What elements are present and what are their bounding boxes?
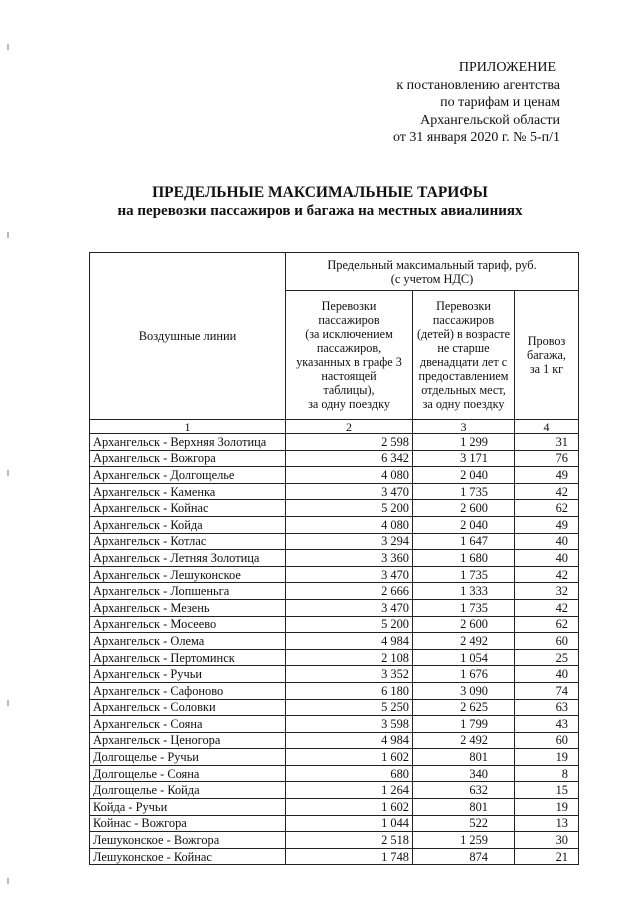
column-number: 2 — [286, 420, 413, 434]
scan-edge-mark — [7, 878, 9, 884]
child-fare-cell: 1 680 — [413, 550, 515, 567]
table-row — [90, 732, 579, 749]
route-cell: Архангельск - Лопшеньга — [90, 583, 286, 600]
appendix-block — [320, 59, 560, 147]
baggage-fare-cell: 19 — [515, 749, 579, 766]
table-row — [90, 682, 579, 699]
child-fare-cell: 801 — [413, 799, 515, 816]
child-fare-cell: 1 299 — [413, 434, 515, 451]
route-cell: Архангельск - Вожгора — [90, 450, 286, 467]
child-fare-cell: 1 799 — [413, 716, 515, 733]
child-fare-cell: 1 735 — [413, 599, 515, 616]
route-cell: Лешуконское - Вожгора — [90, 832, 286, 849]
adult-fare-cell: 3 470 — [286, 483, 413, 500]
route-cell: Архангельск - Мезень — [90, 599, 286, 616]
baggage-fare-cell: 40 — [515, 550, 579, 567]
table-row — [90, 716, 579, 733]
baggage-fare-cell: 40 — [515, 666, 579, 683]
adult-fare-cell: 3 470 — [286, 566, 413, 583]
table-row — [90, 782, 579, 799]
child-fare-cell: 3 090 — [413, 682, 515, 699]
baggage-fare-cell: 49 — [515, 467, 579, 484]
baggage-fare-cell: 62 — [515, 616, 579, 633]
route-cell: Архангельск - Ценогора — [90, 732, 286, 749]
adult-fare-cell: 5 250 — [286, 699, 413, 716]
baggage-fare-cell: 42 — [515, 599, 579, 616]
baggage-fare-cell: 62 — [515, 500, 579, 517]
adult-fare-cell: 1 044 — [286, 815, 413, 832]
route-cell: Лешуконское - Койнас — [90, 848, 286, 865]
scan-edge-mark — [7, 470, 9, 476]
route-cell: Долгощелье - Сояна — [90, 765, 286, 782]
route-cell: Архангельск - Мосеево — [90, 616, 286, 633]
child-fare-cell: 2 492 — [413, 732, 515, 749]
column-header-baggage: Провоз багажа, за 1 кг — [515, 291, 579, 420]
table-row — [90, 848, 579, 865]
child-fare-cell: 2 492 — [413, 633, 515, 650]
route-cell: Архангельск - Верхняя Золотица — [90, 434, 286, 451]
table-row — [90, 699, 579, 716]
route-cell: Архангельск - Койнас — [90, 500, 286, 517]
child-fare-cell: 801 — [413, 749, 515, 766]
route-cell: Архангельск - Пертоминск — [90, 649, 286, 666]
appendix-line: по тарифам и ценам — [440, 95, 560, 110]
adult-fare-cell: 2 518 — [286, 832, 413, 849]
baggage-fare-cell: 60 — [515, 732, 579, 749]
column-group-header-tariff: Предельный максимальный тариф, руб. (с учетом НДС) — [286, 253, 579, 291]
route-cell: Архангельск - Каменка — [90, 483, 286, 500]
table-row — [90, 815, 579, 832]
table-row — [90, 450, 579, 467]
column-header-passengers: Перевозки пассажиров (за исключением пассажиров, указанных в графе 3 настоящей таблицы), за одну поездку — [286, 291, 413, 420]
baggage-fare-cell: 8 — [515, 765, 579, 782]
adult-fare-cell: 1 264 — [286, 782, 413, 799]
adult-fare-cell: 3 470 — [286, 599, 413, 616]
route-cell: Архангельск - Сафоново — [90, 682, 286, 699]
child-fare-cell: 2 600 — [413, 500, 515, 517]
child-fare-cell: 632 — [413, 782, 515, 799]
table-row — [90, 467, 579, 484]
child-fare-cell: 1 676 — [413, 666, 515, 683]
adult-fare-cell: 4 080 — [286, 467, 413, 484]
baggage-fare-cell: 42 — [515, 566, 579, 583]
table-row — [90, 583, 579, 600]
table-row — [90, 550, 579, 567]
child-fare-cell: 340 — [413, 765, 515, 782]
tariff-table — [89, 252, 579, 865]
baggage-fare-cell: 60 — [515, 633, 579, 650]
baggage-fare-cell: 30 — [515, 832, 579, 849]
baggage-fare-cell: 19 — [515, 799, 579, 816]
table-row — [90, 649, 579, 666]
adult-fare-cell: 1 748 — [286, 848, 413, 865]
adult-fare-cell: 5 200 — [286, 616, 413, 633]
route-cell: Архангельск - Ручьи — [90, 666, 286, 683]
child-fare-cell: 3 171 — [413, 450, 515, 467]
child-fare-cell: 874 — [413, 848, 515, 865]
route-cell: Архангельск - Котлас — [90, 533, 286, 550]
table-row — [90, 566, 579, 583]
route-cell: Архангельск - Олема — [90, 633, 286, 650]
table-row — [90, 749, 579, 766]
scan-edge-mark — [7, 700, 9, 706]
child-fare-cell: 1 735 — [413, 483, 515, 500]
route-cell: Долгощелье - Койда — [90, 782, 286, 799]
adult-fare-cell: 4 984 — [286, 732, 413, 749]
baggage-fare-cell: 40 — [515, 533, 579, 550]
appendix-line: Архангельской области — [420, 112, 560, 128]
baggage-fare-cell: 21 — [515, 848, 579, 865]
column-number: 3 — [413, 420, 515, 434]
adult-fare-cell: 3 352 — [286, 666, 413, 683]
route-cell: Архангельск - Лешуконское — [90, 566, 286, 583]
child-fare-cell: 2 600 — [413, 616, 515, 633]
child-fare-cell: 522 — [413, 815, 515, 832]
scan-edge-mark — [7, 232, 9, 238]
baggage-fare-cell: 25 — [515, 649, 579, 666]
route-cell: Архангельск - Сояна — [90, 716, 286, 733]
adult-fare-cell: 4 080 — [286, 516, 413, 533]
table-row — [90, 832, 579, 849]
route-cell: Архангельск - Койда — [90, 516, 286, 533]
baggage-fare-cell: 32 — [515, 583, 579, 600]
route-cell: Архангельск - Соловки — [90, 699, 286, 716]
route-cell: Долгощелье - Ручьи — [90, 749, 286, 766]
adult-fare-cell: 3 598 — [286, 716, 413, 733]
route-cell: Архангельск - Долгощелье — [90, 467, 286, 484]
adult-fare-cell: 4 984 — [286, 633, 413, 650]
column-number: 4 — [515, 420, 579, 434]
adult-fare-cell: 1 602 — [286, 749, 413, 766]
document-title: ПРЕДЕЛЬНЫЕ МАКСИМАЛЬНЫЕ ТАРИФЫ — [152, 184, 488, 201]
baggage-fare-cell: 13 — [515, 815, 579, 832]
table-row — [90, 483, 579, 500]
table-row — [90, 765, 579, 782]
baggage-fare-cell: 31 — [515, 434, 579, 451]
table-row — [90, 533, 579, 550]
adult-fare-cell: 680 — [286, 765, 413, 782]
column-header-children: Перевозки пассажиров (детей) в возрасте не старше двенадцати лет с предоставлением отдельных мест, за одну поездку — [413, 291, 515, 420]
table-row — [90, 666, 579, 683]
child-fare-cell: 1 333 — [413, 583, 515, 600]
adult-fare-cell: 6 342 — [286, 450, 413, 467]
appendix-line: к постановлению агентства — [396, 77, 560, 93]
appendix-heading: ПРИЛОЖЕНИЕ — [458, 60, 556, 75]
child-fare-cell: 1 735 — [413, 566, 515, 583]
adult-fare-cell: 1 602 — [286, 799, 413, 816]
baggage-fare-cell: 42 — [515, 483, 579, 500]
adult-fare-cell: 3 294 — [286, 533, 413, 550]
child-fare-cell: 1 054 — [413, 649, 515, 666]
table-row — [90, 633, 579, 650]
route-cell: Архангельск - Летняя Золотица — [90, 550, 286, 567]
adult-fare-cell: 5 200 — [286, 500, 413, 517]
table-row — [90, 599, 579, 616]
route-cell: Койда - Ручьи — [90, 799, 286, 816]
table-row — [90, 616, 579, 633]
document-subtitle: на перевозки пассажиров и багажа на местных авиалиниях — [117, 203, 523, 219]
adult-fare-cell: 2 108 — [286, 649, 413, 666]
baggage-fare-cell: 76 — [515, 450, 579, 467]
table-row — [90, 434, 579, 451]
column-number: 1 — [90, 420, 286, 434]
adult-fare-cell: 2 666 — [286, 583, 413, 600]
adult-fare-cell: 2 598 — [286, 434, 413, 451]
baggage-fare-cell: 43 — [515, 716, 579, 733]
child-fare-cell: 1 259 — [413, 832, 515, 849]
baggage-fare-cell: 74 — [515, 682, 579, 699]
child-fare-cell: 2 625 — [413, 699, 515, 716]
route-cell: Койнас - Вожгора — [90, 815, 286, 832]
table-row — [90, 516, 579, 533]
child-fare-cell: 2 040 — [413, 467, 515, 484]
column-header-routes: Воздушные линии — [90, 253, 286, 420]
baggage-fare-cell: 49 — [515, 516, 579, 533]
child-fare-cell: 2 040 — [413, 516, 515, 533]
table-row — [90, 799, 579, 816]
baggage-fare-cell: 63 — [515, 699, 579, 716]
scan-edge-mark — [7, 44, 9, 50]
appendix-line: от 31 января 2020 г. № 5-п/1 — [392, 130, 560, 145]
adult-fare-cell: 3 360 — [286, 550, 413, 567]
adult-fare-cell: 6 180 — [286, 682, 413, 699]
baggage-fare-cell: 15 — [515, 782, 579, 799]
table-row — [90, 500, 579, 517]
child-fare-cell: 1 647 — [413, 533, 515, 550]
